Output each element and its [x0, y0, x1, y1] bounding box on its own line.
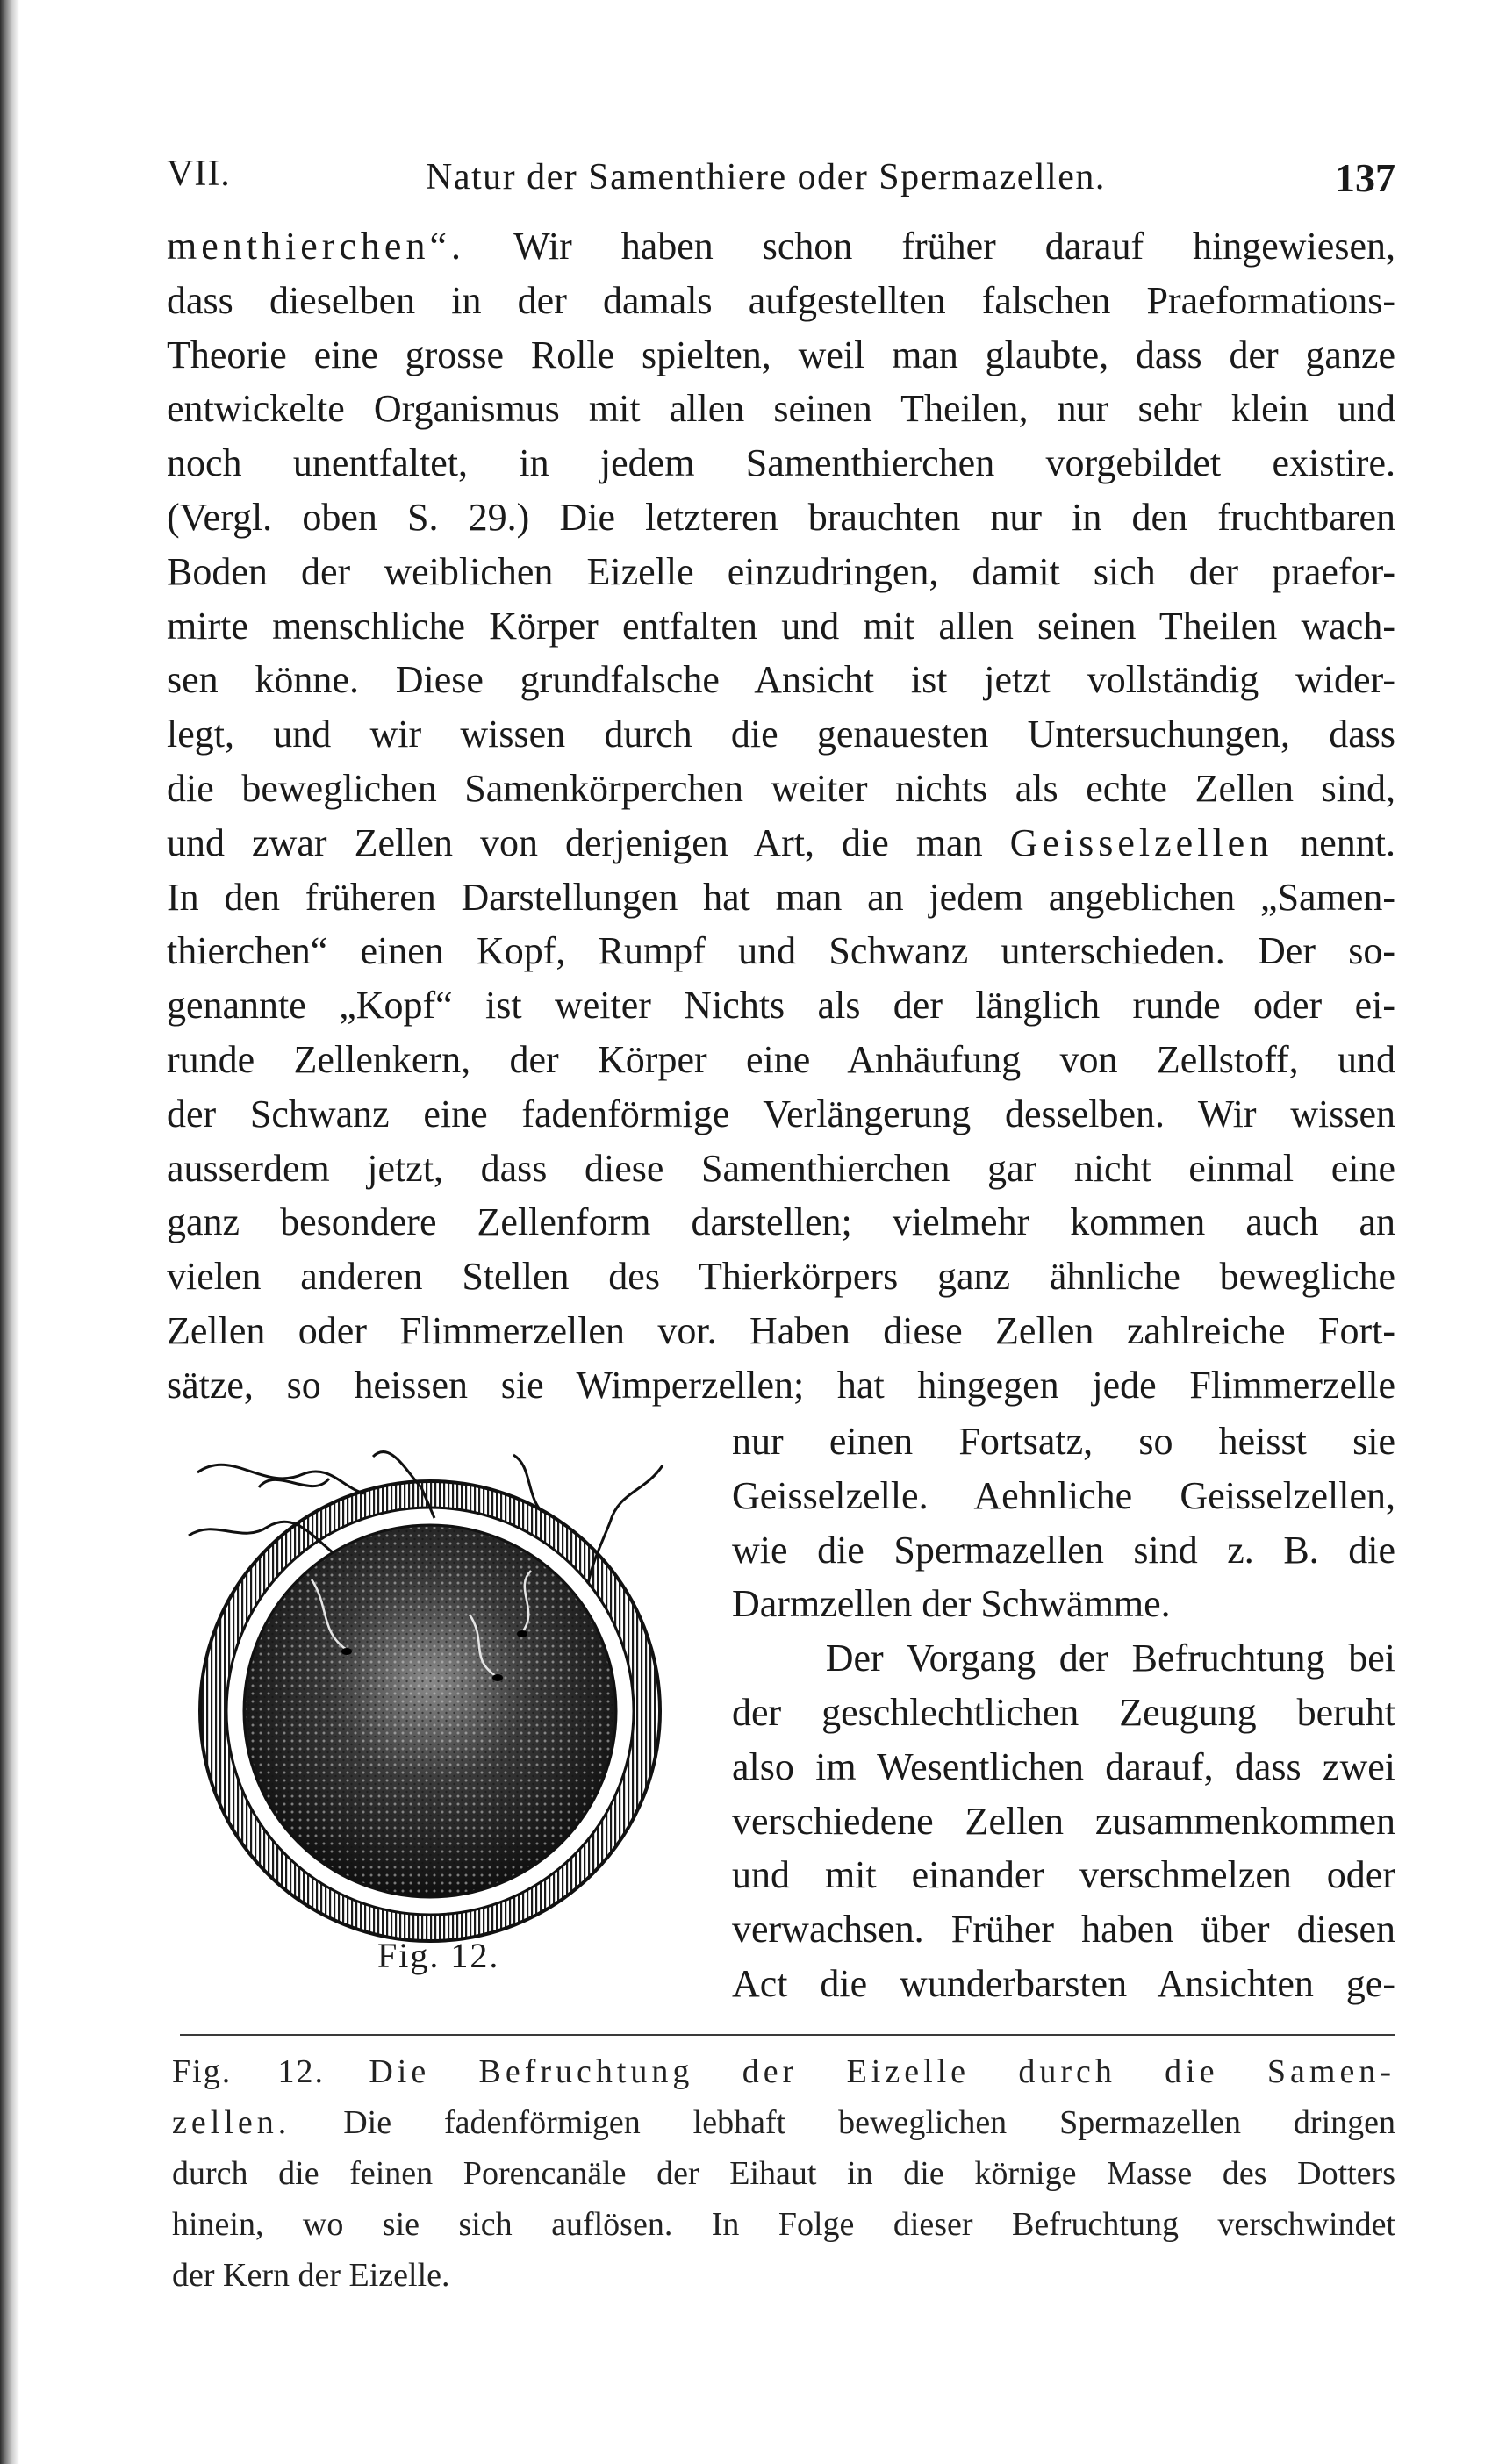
text-line: wie die Spermazellen sind z. B. die: [732, 1528, 1395, 1572]
text-line: verschiedene Zellen zusammenkommen: [732, 1799, 1395, 1843]
text-span: und zwar Zellen von derjenigen Art, die man: [167, 820, 1010, 864]
text-line: und mit einander verschmelzen oder: [732, 1853, 1395, 1897]
figure-caption: [172, 2046, 1395, 2301]
text-line: legt, und wir wissen durch die genauesten Untersuchungen, dass: [167, 713, 1395, 756]
text-line: Darmzellen der Schwämme.: [732, 1582, 1171, 1626]
text-line: also im Wesentlichen darauf, dass zwei: [732, 1744, 1395, 1788]
text-line: Geisselzelle. Aehnliche Geisselzellen,: [732, 1473, 1395, 1517]
text-line: der Schwanz eine fadenförmige Verlängerung desselben. Wir wissen: [167, 1092, 1395, 1135]
page-number: 137: [1335, 155, 1395, 200]
text-line: Theorie eine grosse Rolle spielten, weil man glaubte, dass der ganze: [167, 333, 1395, 376]
spaced-word: zellen.: [172, 2104, 291, 2141]
text-span: Die fadenförmigen lebhaft beweglichen Spermazellen dringen: [290, 2104, 1395, 2141]
spaced-word: Die Befruchtung der Eizelle durch die Samen-: [369, 2053, 1395, 2090]
text-line: noch unentfaltet, in jedem Samenthierchen vorgebildet existire.: [167, 441, 1395, 485]
text-span: Wir haben schon früher darauf hingewiesen,: [464, 225, 1395, 268]
text-line: entwickelte Organismus mit allen seinen Theilen, nur sehr klein und: [167, 387, 1395, 431]
text-line: mirte menschliche Körper entfalten und mit allen seinen Theilen wach-: [167, 604, 1395, 648]
text-line: sen könne. Diese grundfalsche Ansicht ist jetzt vollständig wider-: [167, 658, 1395, 702]
text-line: Act die wunderbarsten Ansichten ge-: [732, 1961, 1395, 2005]
text-line: In den früheren Darstellungen hat man an jedem angeblichen „Samen-: [167, 875, 1395, 919]
figure-label: Fig. 12.: [377, 1936, 500, 1975]
egg-cell-illustration: [180, 1439, 693, 1966]
text-line: die beweglichen Samenkörperchen weiter nichts als echte Zellen sind,: [167, 766, 1395, 810]
spaced-word: menthierchen“.: [167, 225, 465, 268]
text-line: vielen anderen Stellen des Thierkörpers ganz ähnliche bewegliche: [167, 1255, 1395, 1299]
text-line: ausserdem jetzt, dass diese Samenthierchen gar nicht einmal eine: [167, 1146, 1395, 1190]
text-span: nennt.: [1273, 820, 1395, 864]
spaced-word: Geisselzellen: [1009, 820, 1273, 864]
page-header: [167, 147, 1395, 209]
text-line: (Vergl. oben S. 29.) Die letzteren brauchten nur in den fruchtbaren: [167, 495, 1395, 539]
text-line: dass dieselben in der damals aufgestellten falschen Praeformations-: [167, 278, 1395, 322]
chapter-number: VII.: [167, 154, 231, 194]
text-line: runde Zellenkern, der Körper eine Anhäufung von Zellstoff, und: [167, 1037, 1395, 1081]
body-text: [167, 219, 1395, 1413]
footnote-divider: [180, 2034, 1395, 2036]
text-line: [172, 2046, 1395, 2097]
text-line: genannte „Kopf“ ist weiter Nichts als der länglich runde oder ei-: [167, 984, 1395, 1028]
running-title: Natur der Samenthiere oder Spermazellen.: [426, 157, 1106, 197]
text-line: durch die feinen Porencanäle der Eihaut in die körnige Masse des Dotters: [172, 2155, 1395, 2192]
text-line: thierchen“ einen Kopf, Rumpf und Schwanz unterschieden. Der so-: [167, 929, 1395, 973]
page-edge-shadow: [0, 0, 19, 2464]
text-line: sätze, so heissen sie Wimperzellen; hat hingegen jede Flimmerzelle: [167, 1363, 1395, 1407]
text-line: [167, 816, 1395, 870]
text-line: Boden der weiblichen Eizelle einzudringen, damit sich der praefor-: [167, 549, 1395, 593]
text-line: verwachsen. Früher haben über diesen: [732, 1908, 1395, 1952]
text-line: ganz besondere Zellenform darstellen; vielmehr kommen auch an: [167, 1200, 1395, 1244]
text-line: Der Vorgang der Befruchtung bei: [732, 1637, 1395, 1680]
text-line: der geschlechtlichen Zeugung beruht: [732, 1690, 1395, 1734]
text-line: Zellen oder Flimmerzellen vor. Haben diese Zellen zahlreiche Fort-: [167, 1308, 1395, 1352]
text-line: der Kern der Eizelle.: [172, 2257, 450, 2294]
body-text-wrapped: [732, 1415, 1395, 2011]
text-line: nur einen Fortsatz, so heisst sie: [732, 1420, 1395, 1463]
text-line: [172, 2097, 1395, 2148]
text-line: hinein, wo sie sich auflösen. In Folge dieser Befruchtung verschwindet: [172, 2206, 1395, 2243]
caption-label: Fig. 12.: [172, 2053, 325, 2090]
text-line: [167, 219, 1395, 274]
